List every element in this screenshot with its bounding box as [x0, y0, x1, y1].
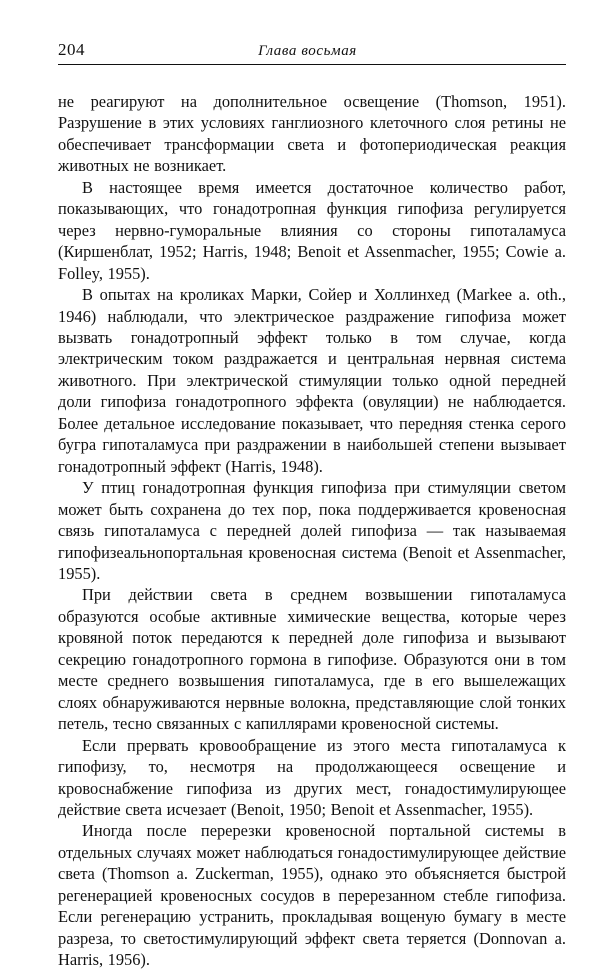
chapter-title: Глава восьмая [258, 43, 357, 59]
paragraph: В опытах на кроликах Марки, Сойер и Холлинхед (Markee a. oth., 1946) наблюдали, что электрическое раздражение гипофиза может вызвать гонадотропный эффект только в том случае, когда электрическим током раздражается и центральная нервная система животного. При электрической стимуляции только одной передней доли гипофиза гонадотропного эффекта (овуляции) не наблюдается. Более детальное исследование показывает, что передняя стенка серого бугра гипоталамуса при раздражении в наибольшей степени вызывает гонадотропный эффект (Harris, 1948). [58, 285, 566, 476]
page-number: 204 [58, 40, 85, 59]
paragraph: Иногда после перерезки кровеносной портальной системы в отдельных случаях может наблюдаться гонадостимулирующее действие света (Thomson a. Zuckerman, 1955), однако это объясняется быстрой регенерацией кровеносных сосудов в перерезанном стебле гипофиза. Если регенерацию устранить, прокладывая вощеную бумагу в месте разреза, то светостимулирующий эффект света теряется (Donnovan a. Harris, 1956). [58, 821, 566, 970]
paragraph: Если прервать кровообращение из этого места гипоталамуса к гипофизу, то, несмотря на продолжающееся освещение и кровоснабжение гипофиза из других мест, гонадостимулирующее действие света исчезает (Benoit, 1950; Benoit et Assenmacher, 1955). [58, 735, 566, 819]
book-page [58, 40, 566, 971]
paragraph: В настоящее время имеется достаточное количество работ, показывающих, что гонадотропная функция гипофиза регулируется через нервно-гуморальные влияния со стороны гипоталамуса (Киршенблат, 1952; Harris, 1948; Benoit et Assenmacher, 1955; Cowie a. Folley, 1955). [58, 177, 566, 283]
body-text [58, 91, 566, 971]
running-head [58, 40, 566, 65]
paragraph-continued: не реагируют на дополнительное освещение (Thomson, 1951). Разрушение в этих условиях ганглиозного клеточного слоя ретины не обеспечивает трансформации света и фотопериодическая реакция животных не возникает. [58, 92, 566, 176]
paragraph: При действии света в среднем возвышении гипоталамуса образуются особые активные химические вещества, которые через кровяной поток передаются к передней доле гипофиза и вызывают секрецию гонадотропного гормона в гипофизе. Образуются они в том месте среднего возвышения гипоталамуса, где в его вышележащих слоях обнаруживаются нервные волокна, представляющие слой тонких петель, тесно связанных с капиллярами кровеносной системы. [58, 585, 566, 734]
paragraph: У птиц гонадотропная функция гипофиза при стимуляции светом может быть сохранена до тех пор, пока поддерживается кровеносная связь гипоталамуса с передней долей гипофиза — так называемая гипофизеальнопортальная кровеносная система (Benoit et Assenmacher, 1955). [58, 478, 566, 583]
